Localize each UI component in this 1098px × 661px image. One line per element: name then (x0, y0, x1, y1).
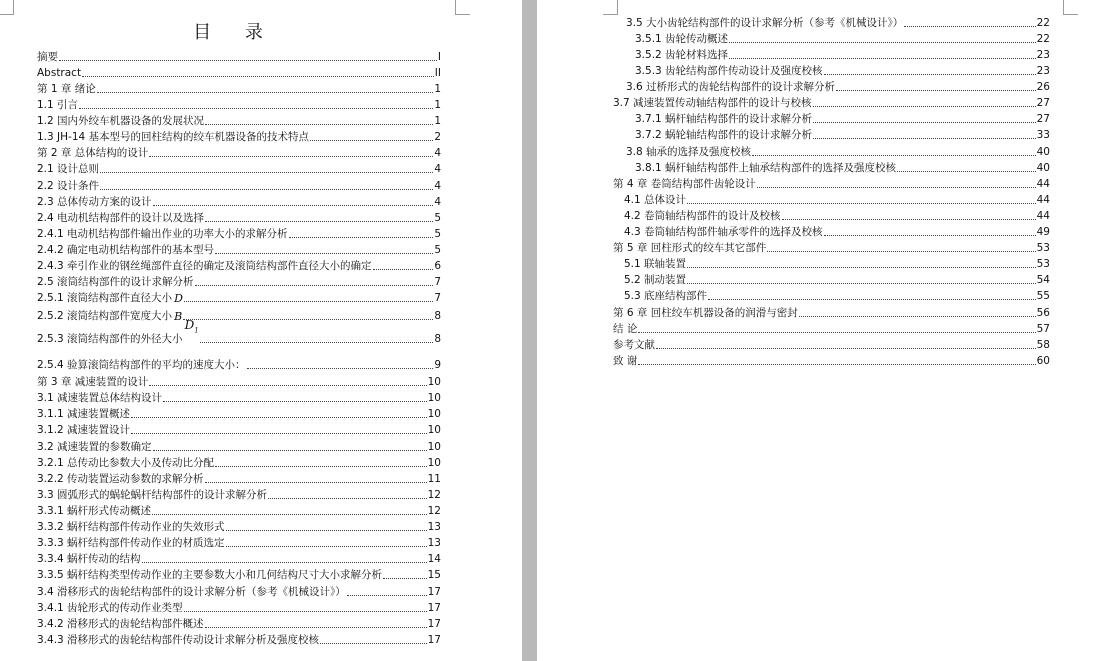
toc-page-number: 56 (1036, 307, 1050, 319)
toc-entry[interactable] (37, 317, 441, 346)
dot-leader (757, 184, 1036, 188)
dot-leader (687, 200, 1036, 204)
toc-page-number: 8 (434, 310, 441, 322)
dot-leader (268, 495, 427, 499)
dot-leader (782, 216, 1036, 220)
toc-entry[interactable] (37, 502, 441, 518)
toc-page-number: 5 (434, 212, 441, 224)
toc-entry[interactable] (635, 110, 1050, 126)
toc-heading: 目 录 (193, 22, 277, 43)
dot-leader (383, 575, 427, 579)
toc-entry-title: 第 1 章 绪论 (37, 83, 96, 95)
dot-leader (142, 559, 427, 563)
toc-page-number: 17 (427, 602, 441, 614)
math-variable: B (174, 310, 183, 323)
toc-page-number: II (434, 67, 441, 79)
toc-entry-title: 2.4 电动机结构部件的设计以及选择 (37, 212, 205, 224)
dot-leader (79, 105, 433, 109)
dot-leader (687, 280, 1036, 284)
dot-leader (310, 137, 433, 141)
toc-page-number: 12 (427, 505, 441, 517)
dot-leader (813, 135, 1036, 139)
toc-page-number: 44 (1036, 210, 1050, 222)
toc-entry[interactable] (37, 273, 441, 289)
toc-page-number: 9 (434, 359, 441, 371)
toc-entry-title: 5.1 联轴装置 (624, 258, 687, 270)
left-document-page (0, 0, 522, 661)
toc-entry-title: 2.4.3 牵引作业的钢丝绳部件直径的确定及滚筒结构部件直径大小的确定 (37, 260, 372, 272)
toc-entry-title: 3.2 减速装置的参数确定 (37, 441, 152, 453)
toc-page-number: 17 (427, 634, 441, 646)
toc-entry-title: 3.3.3 蜗杆结构部件传动作业的材质选定 (37, 537, 225, 549)
toc-page-number: 5 (434, 244, 441, 256)
dot-leader (347, 592, 427, 596)
toc-entry-title: 3.5 大小齿轮结构部件的设计求解分析（参考《机械设计》） (626, 17, 904, 29)
toc-entry[interactable] (624, 271, 1050, 287)
toc-page-number: 11 (427, 473, 441, 485)
toc-page-number: 6 (434, 260, 441, 272)
toc-entry[interactable] (624, 287, 1050, 303)
toc-entry-title: 3.5.3 齿轮结构部件传动设计及强度校核 (635, 65, 823, 77)
toc-entry[interactable] (635, 62, 1050, 78)
toc-entry[interactable] (626, 78, 1050, 94)
toc-page-number: 57 (1036, 323, 1050, 335)
math-variable: D (174, 292, 183, 305)
dot-leader (195, 282, 434, 286)
toc-page-number: 58 (1036, 339, 1050, 351)
toc-entry[interactable] (624, 223, 1050, 239)
toc-page-number: 40 (1036, 146, 1050, 158)
toc-entry-title: 3.4.3 滑移形式的齿轮结构部件传动设计求解分析及强度校核 (37, 634, 320, 646)
page-corner-mark (455, 0, 470, 15)
toc-page-number: 4 (434, 147, 441, 159)
toc-entry-title: 5.3 底座结构部件 (624, 290, 708, 302)
toc-entry[interactable] (624, 191, 1050, 207)
dot-leader (215, 250, 433, 254)
toc-entry-title: 4.1 总体设计 (624, 194, 687, 206)
toc-entry[interactable] (37, 128, 441, 144)
toc-page-number: 8 (434, 333, 441, 345)
toc-entry[interactable] (37, 438, 441, 454)
toc-page-number: 26 (1036, 81, 1050, 93)
toc-page-number: I (437, 51, 441, 63)
dot-leader (131, 430, 427, 434)
toc-entry[interactable] (613, 239, 1050, 255)
dot-leader (824, 232, 1036, 236)
toc-entry-title: 1.3 JH-14 基本型号的回柱结构的绞车机器设备的技术特点 (37, 131, 310, 143)
toc-entry-title: 3.5.1 齿轮传动概述 (635, 33, 729, 45)
page-corner-mark (1063, 0, 1078, 15)
toc-page-number: 2 (434, 131, 441, 143)
toc-entry[interactable] (624, 255, 1050, 271)
toc-page-number: 4 (434, 163, 441, 175)
toc-entry-title: 3.8 轴承的选择及强度校核 (626, 146, 752, 158)
toc-entry-title: 结 论 (613, 323, 638, 335)
dot-leader (638, 361, 1035, 365)
dot-leader (183, 316, 433, 320)
toc-entry-title: 3.6 过桥形式的齿轮结构部件的设计求解分析 (626, 81, 836, 93)
dot-leader (687, 264, 1036, 268)
toc-entry[interactable] (37, 64, 441, 80)
toc-page-number: 10 (427, 376, 441, 388)
toc-entry[interactable] (37, 599, 441, 615)
toc-entry-title: 3.4 滑移形式的齿轮结构部件的设计求解分析（参考《机械设计》） (37, 586, 346, 598)
toc-page-number: 10 (427, 408, 441, 420)
toc-entry[interactable] (626, 143, 1050, 159)
toc-entry[interactable] (37, 486, 441, 502)
toc-page-number: 54 (1036, 274, 1050, 286)
math-symbol (174, 310, 182, 323)
toc-entry[interactable] (37, 144, 441, 160)
dot-leader (184, 298, 433, 302)
toc-page-number: 23 (1036, 49, 1050, 61)
dot-leader (767, 248, 1035, 252)
dot-leader (163, 398, 427, 402)
toc-entry[interactable] (37, 225, 441, 241)
toc-entry-title: 3.4.1 齿轮形式的传动作业类型 (37, 602, 183, 614)
dot-leader (153, 447, 427, 451)
toc-page-number: 10 (427, 441, 441, 453)
toc-page-number: 33 (1036, 129, 1050, 141)
dot-leader (205, 218, 433, 222)
page-corner-mark (603, 0, 618, 15)
toc-entry-title: 2.5.2 滚筒结构部件宽度大小 (37, 310, 173, 322)
toc-entry[interactable] (37, 518, 441, 534)
toc-entry-title: 3.7.2 蜗轮轴结构部件的设计求解分析 (635, 129, 813, 141)
toc-page-number: 12 (427, 489, 441, 501)
dot-leader (215, 463, 427, 467)
toc-page-number: 10 (427, 424, 441, 436)
toc-page-number: 7 (434, 292, 441, 304)
toc-entry-title: 摘要 (37, 51, 58, 63)
toc-page-number: 27 (1036, 113, 1050, 125)
toc-page-number: 10 (427, 392, 441, 404)
toc-page-number: 1 (434, 83, 441, 95)
page-corner-mark (0, 0, 14, 15)
toc-entry-title: 3.7.1 蜗杆轴结构部件的设计求解分析 (635, 113, 813, 125)
toc-entry[interactable] (635, 46, 1050, 62)
toc-entry-title: 2.5.3 滚筒结构部件的外径大小 (37, 333, 183, 345)
toc-page-number: 23 (1036, 65, 1050, 77)
toc-entry-title: 3.2.2 传动装置运动参数的求解分析 (37, 473, 204, 485)
toc-entry-title: 1.1 引言 (37, 99, 79, 111)
toc-entry-title: 2.3 总体传动方案的设计 (37, 196, 152, 208)
toc-entry[interactable] (37, 307, 441, 323)
toc-page-number: 53 (1036, 242, 1050, 254)
toc-entry[interactable] (37, 257, 441, 273)
dot-leader (100, 186, 433, 190)
dot-leader (638, 329, 1035, 333)
dot-leader (729, 39, 1036, 43)
dot-leader (897, 168, 1036, 172)
toc-entry-title: 2.2 设计条件 (37, 180, 100, 192)
toc-page-number: 17 (427, 586, 441, 598)
toc-entry-title: 3.4.2 滑移形式的齿轮结构部件概述 (37, 618, 204, 630)
toc-page-number: 55 (1036, 290, 1050, 302)
toc-entry-title: 第 6 章 回柱绞车机器设备的润滑与密封 (613, 307, 798, 319)
toc-entry-title: 第 5 章 回柱形式的绞车其它部件 (613, 242, 767, 254)
dot-leader (205, 121, 433, 125)
toc-entry-title: 4.2 卷筒轴结构部件的设计及校核 (624, 210, 781, 222)
toc-entry-title: 第 4 章 卷筒结构部件齿轮设计 (613, 178, 756, 190)
toc-entry-title: 3.3 圆弧形式的蜗轮蜗杆结构部件的设计求解分析 (37, 489, 268, 501)
toc-entry-title: 2.1 设计总则 (37, 163, 100, 175)
toc-page-number: 49 (1036, 226, 1050, 238)
dot-leader (708, 296, 1036, 300)
toc-entry-title: 3.8.1 蜗杆轴结构部件上轴承结构部件的选择及强度校核 (635, 162, 897, 174)
toc-entry[interactable] (37, 615, 441, 631)
toc-entry[interactable] (37, 193, 441, 209)
toc-page-number: 14 (427, 553, 441, 565)
toc-entry[interactable] (613, 352, 1050, 368)
toc-entry[interactable] (37, 209, 441, 225)
toc-entry[interactable] (613, 304, 1050, 320)
toc-page-number: 4 (434, 180, 441, 192)
toc-page-number: 13 (427, 521, 441, 533)
toc-entry[interactable] (613, 320, 1050, 336)
toc-page-number: 22 (1036, 33, 1050, 45)
toc-page-number: 60 (1036, 355, 1050, 367)
toc-entry-title: 第 2 章 总体结构的设计 (37, 147, 149, 159)
toc-entry[interactable] (37, 177, 441, 193)
toc-page-number: 13 (427, 537, 441, 549)
toc-entry[interactable] (624, 207, 1050, 223)
toc-entry-title: 3.3.5 蜗杆结构类型传动作业的主要参数大小和几何结构尺寸大小求解分析 (37, 569, 383, 581)
toc-entry-title: 2.5.4 验算滚筒结构部件的平均的速度大小： (37, 359, 246, 371)
dot-leader (824, 71, 1036, 75)
toc-page-number: 5 (434, 228, 441, 240)
dot-leader (149, 382, 426, 386)
toc-entry[interactable] (613, 175, 1050, 191)
toc-entry[interactable] (37, 631, 441, 647)
toc-entry-title: 第 3 章 减速装置的设计 (37, 376, 149, 388)
toc-entry[interactable] (613, 94, 1050, 110)
dot-leader (152, 511, 427, 515)
dot-leader (82, 73, 434, 77)
dot-leader (100, 169, 433, 173)
toc-entry[interactable] (37, 421, 441, 437)
toc-entry[interactable] (37, 80, 441, 96)
dot-leader (799, 313, 1036, 317)
toc-page-number: 27 (1036, 97, 1050, 109)
math-subscript: 1 (194, 326, 199, 334)
dot-leader (200, 339, 434, 343)
page-gutter (522, 0, 537, 661)
toc-page-number: 1 (434, 99, 441, 111)
toc-entry[interactable] (37, 583, 441, 599)
math-symbol (185, 319, 199, 337)
toc-entry[interactable] (37, 356, 441, 372)
toc-entry-title: 3.3.2 蜗杆结构部件传动作业的失效形式 (37, 521, 225, 533)
toc-entry[interactable] (37, 454, 441, 470)
toc-entry-title: 3.3.4 蜗杆传动的结构 (37, 553, 141, 565)
toc-entry[interactable] (37, 289, 441, 305)
toc-entry-title: 致 谢 (613, 355, 638, 367)
dot-leader (153, 202, 434, 206)
dot-leader (904, 23, 1035, 27)
dot-leader (729, 55, 1036, 59)
toc-page-number: 40 (1036, 162, 1050, 174)
toc-entry[interactable] (37, 470, 441, 486)
toc-entry-title: 3.1.2 减速装置设计 (37, 424, 131, 436)
toc-entry[interactable] (37, 534, 441, 550)
math-variable: D (184, 317, 195, 332)
toc-entry[interactable] (613, 336, 1050, 352)
dot-leader (226, 527, 427, 531)
toc-page-number: 22 (1036, 17, 1050, 29)
toc-page-number: 53 (1036, 258, 1050, 270)
toc-page-number: 15 (427, 569, 441, 581)
toc-page-number: 44 (1036, 194, 1050, 206)
toc-entry[interactable] (626, 14, 1050, 30)
toc-entry-title: 2.5.1 滚筒结构部件直径大小 (37, 292, 173, 304)
math-symbol (174, 292, 183, 305)
toc-entry-title: 4.3 卷筒轴结构部件轴承零件的选择及校核 (624, 226, 823, 238)
dot-leader (836, 87, 1036, 91)
toc-entry[interactable] (37, 389, 441, 405)
dot-leader (205, 624, 427, 628)
dot-leader (320, 640, 427, 644)
toc-page-number: 4 (434, 196, 441, 208)
dot-leader (656, 345, 1036, 349)
toc-entry[interactable] (37, 241, 441, 257)
toc-entry-title: 参考文献 (613, 339, 655, 351)
toc-page-number: 1 (434, 115, 441, 127)
toc-entry-title: 3.3.1 蜗杆形式传动概述 (37, 505, 152, 517)
toc-page-number: 7 (434, 276, 441, 288)
toc-page-number: 44 (1036, 178, 1050, 190)
dot-leader (226, 543, 427, 547)
toc-entry-title: 2.4.2 确定电动机结构部件的基本型号 (37, 244, 215, 256)
dot-leader (289, 234, 434, 238)
toc-entry-title: 2.4.1 电动机结构部件输出作业的功率大小的求解分析 (37, 228, 288, 240)
toc-entry[interactable] (37, 96, 441, 112)
toc-entry[interactable] (635, 126, 1050, 142)
dot-leader (205, 479, 427, 483)
toc-page-number: 17 (427, 618, 441, 630)
dot-leader (59, 57, 437, 61)
toc-entry-title: 3.2.1 总传动比参数大小及传动比分配 (37, 457, 215, 469)
dot-leader (184, 608, 427, 612)
toc-entry[interactable] (37, 405, 441, 421)
toc-entry-title: 3.1.1 减速装置概述 (37, 408, 131, 420)
toc-page-number: 10 (427, 457, 441, 469)
dot-leader (813, 119, 1036, 123)
dot-leader (149, 153, 433, 157)
dot-leader (813, 103, 1036, 107)
toc-entry-title: 5.2 制动装置 (624, 274, 687, 286)
toc-entry[interactable] (37, 373, 441, 389)
toc-entry-title: 3.1 减速装置总体结构设计 (37, 392, 163, 404)
toc-entry-title: 3.7 减速装置传动轴结构部件的设计与校核 (613, 97, 812, 109)
dot-leader (752, 152, 1036, 156)
toc-entry[interactable] (635, 30, 1050, 46)
dot-leader (247, 365, 434, 369)
toc-entry-title: 2.5 滚筒结构部件的设计求解分析 (37, 276, 194, 288)
toc-entry-title: 1.2 国内外绞车机器设备的发展状况 (37, 115, 205, 127)
toc-entry[interactable] (37, 160, 441, 176)
dot-leader (373, 266, 434, 270)
toc-entry[interactable] (37, 112, 441, 128)
toc-entry-title: 3.5.2 齿轮材料选择 (635, 49, 729, 61)
dot-leader (97, 89, 434, 93)
toc-entry[interactable] (37, 550, 441, 566)
toc-entry-title: Abstract (37, 67, 82, 79)
toc-entry[interactable] (37, 566, 441, 582)
dot-leader (131, 414, 427, 418)
toc-entry[interactable] (635, 159, 1050, 175)
right-document-page (537, 0, 1098, 661)
toc-entry[interactable] (37, 48, 441, 64)
